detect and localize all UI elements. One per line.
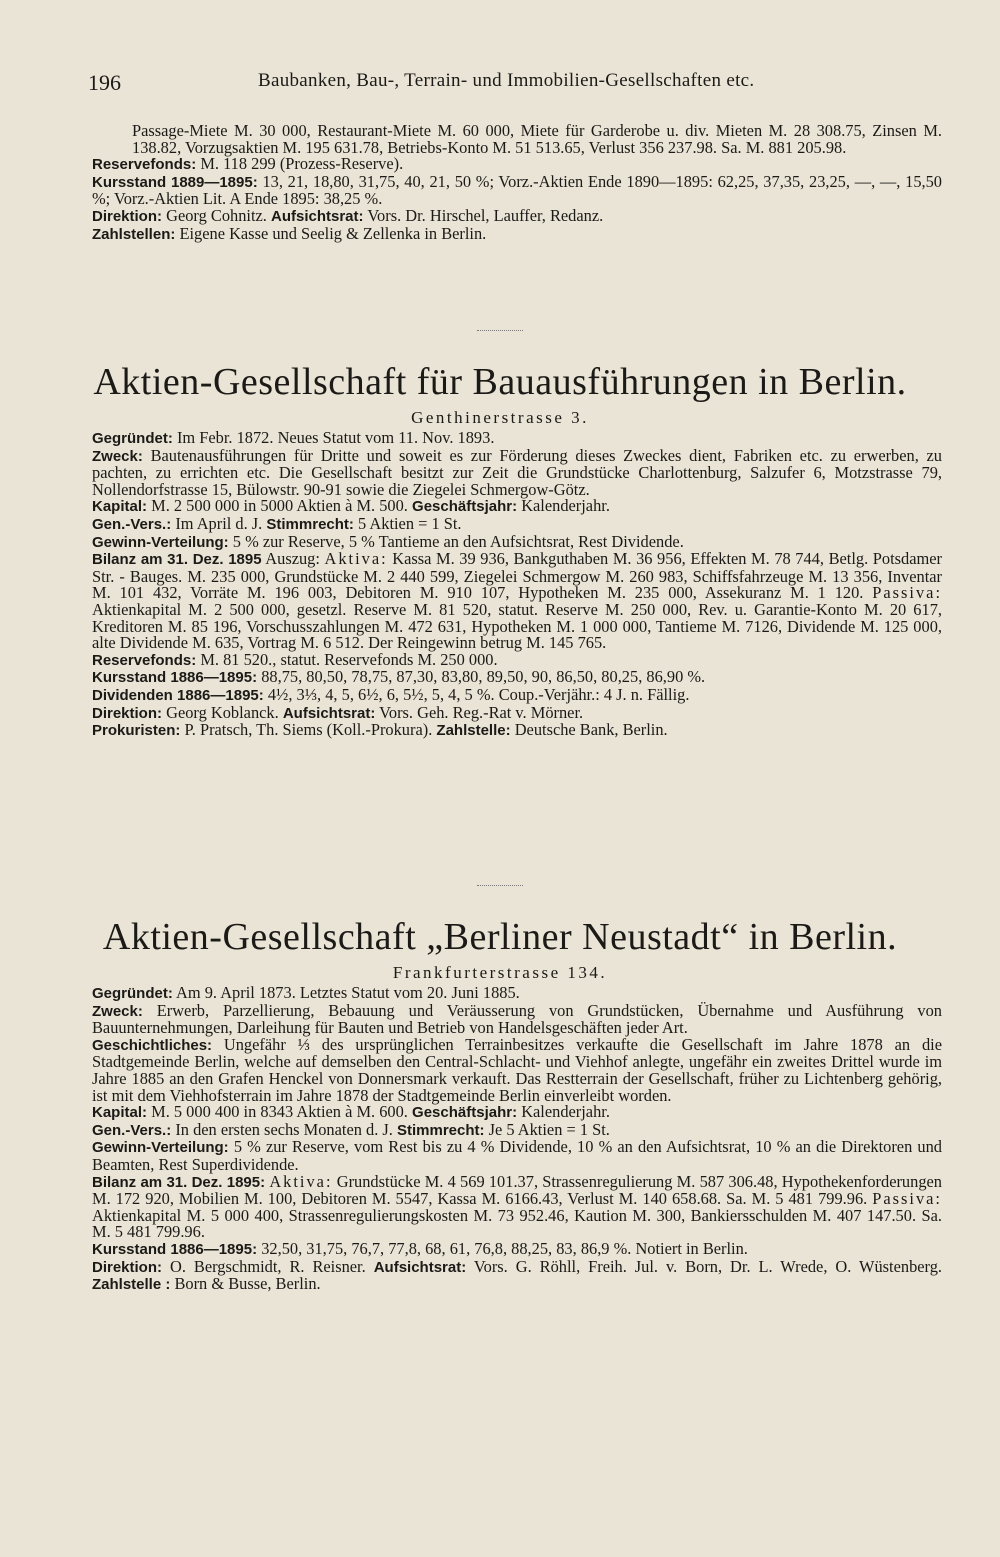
section-body — [92, 430, 942, 740]
field-bilanz: Bilanz am 31. Dez. 1895: Aktiva: Grundstücke M. 4 569 101.37, Strassenregulierung M. 587 306.48, Hypothekenforderungen M. 172 920, Mobilien M. 100, Debitoren M. 5547, Kassa M. 6166.43, Verlust M. 140 658.68. Sa. M. 5 481 799.96. Passiva: Aktienkapital M. 5 000 400, Strassenregulierungskosten M. 73 952.46, Kaution M. 300, Bankiersschulden M. 407 147.50. Sa. M. 5 481 799.96. — [92, 1171, 942, 1242]
tail-zahlstellen: Zahlstellen: Eigene Kasse und Seelig & Zellenka in Berlin. — [92, 223, 487, 243]
field-gegruendet: Gegründet: Im Febr. 1872. Neues Statut vom 11. Nov. 1893. — [92, 428, 495, 447]
section-title: Aktien-Gesellschaft für Bauausführungen in Berlin. — [93, 361, 907, 403]
field-direktion: Direktion: Georg Koblanck. Aufsichtsrat: Vors. Geh. Reg.-Rat v. Mörner. — [92, 702, 584, 722]
field-gewinn-verteilung: Gewinn-Verteilung: 5 % zur Reserve, vom Rest bis zu 4 % Dividende, 10 % an den Aufsichtsrat, 10 % an die Direktoren und Beamten, Rest Superdividende. — [92, 1137, 942, 1174]
field-dividenden: Dividenden 1886—1895: 4½, 3⅓, 4, 5, 6½, 6, 5½, 5, 4, 5 %. Coup.-Verjähr.: 4 J. n. Fällig. — [92, 684, 690, 704]
field-gen-vers: Gen.-Vers.: In den ersten sechs Monaten d. J. Stimmrecht: Je 5 Aktien = 1 St. — [92, 1119, 610, 1139]
page-number: 196 — [88, 70, 121, 95]
section-address: Genthinerstrasse 3. — [411, 408, 589, 427]
field-kapital: Kapital: M. 2 500 000 in 5000 Aktien à M. 500. Geschäftsjahr: Kalenderjahr. — [92, 496, 610, 516]
field-gewinn-verteilung: Gewinn-Verteilung: 5 % zur Reserve, 5 % Tantieme an den Aufsichtsrat, Rest Dividende. — [92, 531, 684, 551]
tail-reservefonds: Reservefonds: M. 118 299 (Prozess-Reserve). — [92, 154, 404, 174]
separator-rule — [0, 885, 1000, 886]
field-direktion: Direktion: O. Bergschmidt, R. Reisner. Aufsichtsrat: Vors. G. Röhll, Freih. Jul. v. Born, Dr. L. Wrede, O. Wüstenberg. Zahlstelle : Born & Busse, Berlin. — [92, 1256, 942, 1294]
field-kursstand: Kursstand 1886—1895: 88,75, 80,50, 78,75, 87,30, 83,80, 89,50, 90, 86,50, 80,25, 86,90 %. — [92, 667, 706, 687]
tail-direktion: Direktion: Georg Cohnitz. Aufsichtsrat: Vors. Dr. Hirschel, Lauffer, Redanz. — [92, 205, 604, 225]
running-title: Baubanken, Bau-, Terrain- und Immobilien-Gesellschaften etc. — [258, 70, 755, 91]
field-prokuristen: Prokuristen: P. Pratsch, Th. Siems (Koll.-Prokura). Zahlstelle: Deutsche Bank, Berlin. — [92, 720, 668, 740]
tail-kursstand: Kursstand 1889—1895: 13, 21, 18,80, 31,75, 40, 21, 50 %; Vorz.-Aktien Ende 1890—1895: 62,25, 37,35, 23,25, —, —, 15,50 %; Vorz.-Aktien Lit. A Ende 1895: 38,25 %. — [92, 171, 942, 209]
separator-rule — [0, 330, 1000, 331]
field-reservefonds: Reservefonds: M. 81 520., statut. Reservefonds M. 250 000. — [92, 649, 498, 669]
field-zweck: Zweck: Erwerb, Parzellierung, Bebauung und Veräusserung von Grundstücken, Übernahme und Ausführung von Bauunternehmungen, Darleihung für Bauten und Betrieb von Handelsgeschäften jeder Art. — [92, 1000, 942, 1038]
field-geschichtliches: Geschichtliches: Ungefähr ⅓ des ursprünglichen Terrainbesitzes verkaufte die Gesellschaft im Jahre 1878 an die Stadtgemeinde Berlin, welche auf demselben den Central-Schlacht- und Viehhof anlegte, ungefähr ein zweites Drittel wurde im Jahre 1885 an den Grafen Henckel von Donnersmark verkauft. Das Restterrain der Gesellschaft, früher zu Lichtenberg gehörig, ist mit dem Viehhofsterrain im Jahre 1878 der Stadtgemeinde Berlin einverleibt worden. — [92, 1034, 942, 1105]
field-bilanz: Bilanz am 31. Dez. 1895 Auszug: Aktiva: Kassa M. 39 936, Bankguthaben M. 36 956, Effekten M. 78 744, Betlg. Potsdamer Str. - Bauges. M. 235 000, Grundstücke M. 2 440 599, Ziegelei Schmergow M. 260 983, Schiffsfahrzeuge M. 13 356, Inventar M. 101 432, Vorräte M. 196 003, Debitoren M. 910 107, Hypotheken M. 235 000, Assekuranz M. 1 120. Passiva: Aktienkapital M. 2 500 000, gesetzl. Reserve M. 81 520, statut. Reserve M. 250 000, Rev. u. Garantie-Konto M. 20 617, Kreditoren M. 85 196, Vorschusszahlungen M. 472 631, Hypotheken M. 1 000 000, Tantieme M. 7126, Dividende M. 125 000, alte Dividende M. 635, Vortrag M. 6 512. Der Reingewinn betrug M. 145 765. — [92, 549, 942, 653]
section-title: Aktien-Gesellschaft „Berliner Neustadt“ in Berlin. — [102, 916, 898, 958]
field-kapital: Kapital: M. 5 000 400 in 8343 Aktien à M. 600. Geschäftsjahr: Kalenderjahr. — [92, 1102, 610, 1122]
previous-entry-tail — [92, 123, 942, 243]
field-gen-vers: Gen.-Vers.: Im April d. J. Stimmrecht: 5 Aktien = 1 St. — [92, 513, 462, 533]
section-address: Frankfurterstrasse 134. — [392, 963, 608, 982]
field-zweck: Zweck: Bautenausführungen für Dritte und soweit es zur Förderung dieses Zweckes dient, Fabriken etc. zu erwerben, zu pachten, zu errichten etc. Die Gesellschaft besitzt zur Zeit die Grundstücke Charlottenburg, Salzufer 6, Motzstrasse 79, Nollendorfstrasse 15, Bülowstr. 90-91 sowie die Ziegelei Schmergow-Götz. — [92, 445, 942, 499]
field-gegruendet: Gegründet: Am 9. April 1873. Letztes Statut vom 20. Juni 1885. — [92, 983, 520, 1002]
tail-paragraph: Passage-Miete M. 30 000, Restaurant-Miete M. 60 000, Miete für Garderobe u. div. Mieten M. 28 308.75, Zinsen M. 138.82, Vorzugsaktien M. 195 631.78, Betriebs-Konto M. 51 513.65, Verlust 356 237.98. Sa. M. 881 205.98. — [132, 121, 942, 157]
section-body — [92, 985, 942, 1294]
page-header — [88, 70, 928, 100]
field-kursstand: Kursstand 1886—1895: 32,50, 31,75, 76,7, 77,8, 68, 61, 76,8, 88,25, 83, 86,9 %. Notiert in Berlin. — [92, 1238, 748, 1258]
